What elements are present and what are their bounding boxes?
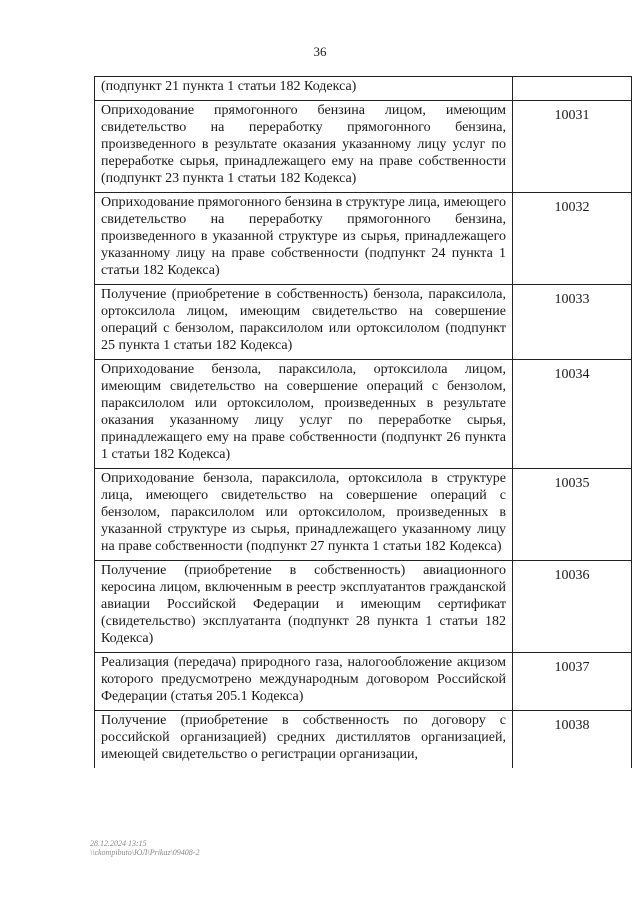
table-row bbox=[95, 360, 632, 469]
operation-description: Получение (приобретение в собственность) авиационного керосина лицом, включенным в реестр эксплуатантов гражданской авиации Российской Федерации и имеющим сертификат (свидетельство) эксплуатанта (подпункт 28 пункта 1 статьи 182 Кодекса) bbox=[95, 561, 513, 653]
operation-code: 10038 bbox=[513, 711, 632, 769]
operation-code: 10033 bbox=[513, 285, 632, 360]
operation-code: 10035 bbox=[513, 469, 632, 561]
operation-code: 10037 bbox=[513, 653, 632, 711]
codes-table bbox=[94, 76, 632, 768]
table-row bbox=[95, 469, 632, 561]
operation-description: (подпункт 21 пункта 1 статьи 182 Кодекса) bbox=[95, 77, 513, 101]
operation-code bbox=[513, 77, 632, 101]
table-row bbox=[95, 711, 632, 769]
table-row bbox=[95, 101, 632, 193]
operation-code: 10034 bbox=[513, 360, 632, 469]
operation-description: Оприходование бензола, параксилола, ортоксилола лицом, имеющим свидетельство на совершение операций с бензолом, параксилолом или ортоксилолом, произведенных в результате оказания указанному лицу услуг по переработке сырья, принадлежащего ему на праве собственности (подпункт 26 пункта 1 статьи 182 Кодекса) bbox=[95, 360, 513, 469]
operation-description: Оприходование прямогонного бензина в структуре лица, имеющего свидетельство на переработку прямогонного бензина, произведенного в указанной структуре из сырья, принадлежащего указанному лицу на праве собственности (подпункт 24 пункта 1 статьи 182 Кодекса) bbox=[95, 193, 513, 285]
operation-code: 10036 bbox=[513, 561, 632, 653]
footer-file-path: \\ckompibuto\ЮЛ\Prikaz\09408-2 bbox=[90, 848, 200, 857]
operation-description: Реализация (передача) природного газа, налогообложение акцизом которого предусмотрено международным договором Российской Федерации (статья 205.1 Кодекса) bbox=[95, 653, 513, 711]
footer-timestamp: 28.12.2024 13:15 bbox=[90, 839, 147, 848]
operation-code: 10031 bbox=[513, 101, 632, 193]
page-number: 36 bbox=[313, 44, 327, 59]
table-row bbox=[95, 285, 632, 360]
operation-description: Оприходование прямогонного бензина лицом, имеющим свидетельство на переработку прямогонного бензина, произведенного в результате оказания указанному лицу услуг по переработке сырья, принадлежащего ему на праве собственности (подпункт 23 пункта 1 статьи 182 Кодекса) bbox=[95, 101, 513, 193]
document-footer bbox=[90, 839, 199, 857]
operation-code: 10032 bbox=[513, 193, 632, 285]
table-row bbox=[95, 193, 632, 285]
table-row bbox=[95, 653, 632, 711]
operation-description: Получение (приобретение в собственность) бензола, параксилола, ортоксилола лицом, имеющим свидетельство на совершение операций с бензолом, параксилолом или ортоксилолом (подпункт 25 пункта 1 статьи 182 Кодекса) bbox=[95, 285, 513, 360]
table-row bbox=[95, 77, 632, 101]
table-row bbox=[95, 561, 632, 653]
operation-description: Оприходование бензола, параксилола, ортоксилола в структуре лица, имеющего свидетельство на совершение операций с бензолом, параксилолом или ортоксилолом, произведенных в указанной структуре из сырья, принадлежащего указанному лицу на праве собственности (подпункт 27 пункта 1 статьи 182 Кодекса) bbox=[95, 469, 513, 561]
operation-description: Получение (приобретение в собственность по договору с российской организацией) средних дистиллятов организацией, имеющей свидетельство о регистрации организации, bbox=[95, 711, 513, 769]
